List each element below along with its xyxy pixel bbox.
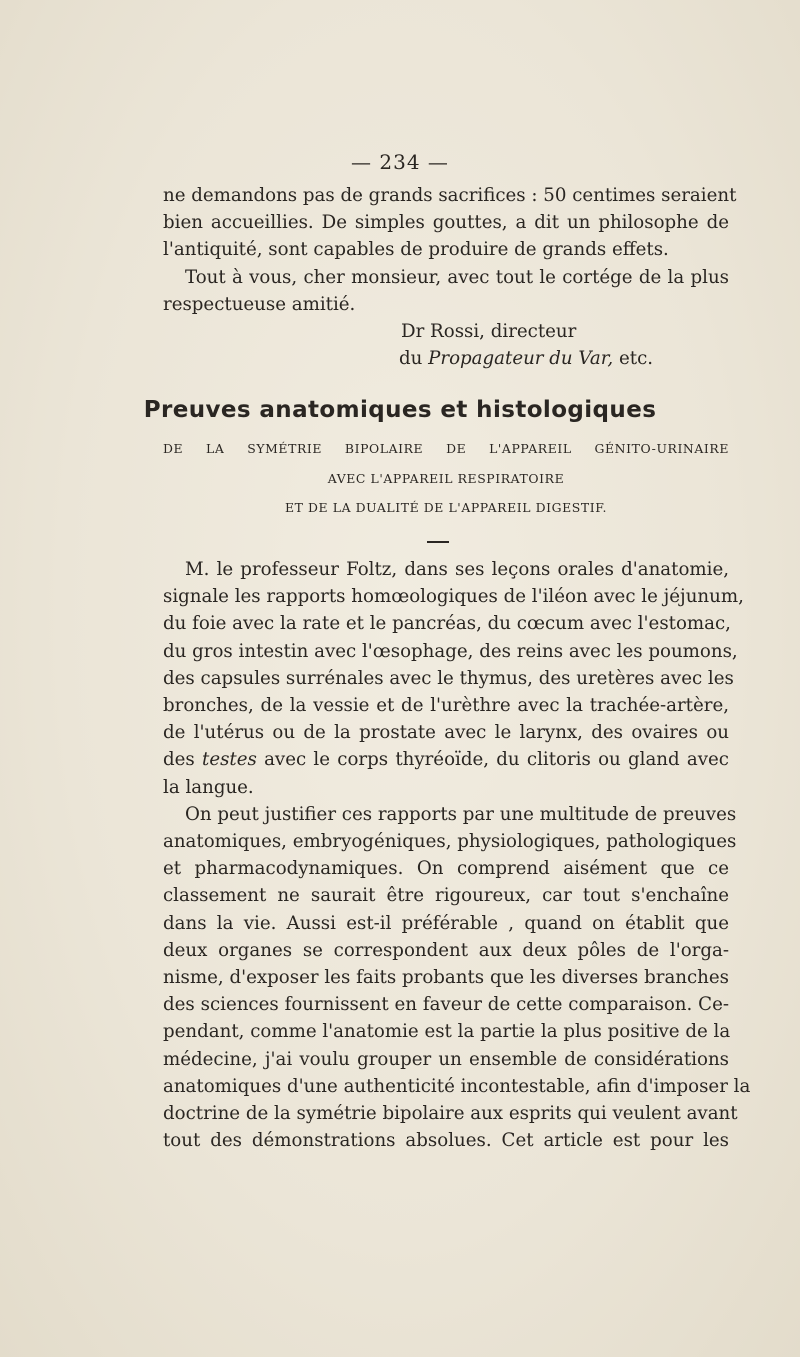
section-subtitle-line: DE LA SYMÉTRIE BIPOLAIRE DE L'APPAREIL GÉNITO-URINAIRE — [163, 441, 729, 456]
text-line: ne demandons pas de grands sacrifices : 50 centimes seraient — [163, 185, 737, 206]
text-line: bronches, de la vessie et de l'urèthre avec la trachée-artère, — [163, 695, 729, 717]
text-line: dans la vie. Aussi est-il préférable , quand on établit que — [163, 912, 729, 934]
section-title: Preuves anatomiques et histologiques — [143, 397, 657, 423]
text-line: M. le professeur Foltz, dans ses leçons orales d'anatomie, — [185, 559, 729, 580]
text-line: Tout à vous, cher monsieur, avec tout le cortége de la plus — [185, 266, 729, 288]
text-line: bien accueillies. De simples gouttes, a dit un philosophe de — [163, 212, 729, 234]
section-subtitle-line: ET DE LA DUALITÉ DE L'APPAREIL DIGESTIF. — [284, 500, 608, 515]
text-line: respectueuse amitié. — [163, 293, 356, 315]
text-line: du gros intestin avec l'œsophage, des reins avec les poumons, — [163, 640, 738, 662]
signature-journal: Propagateur du Var, — [428, 348, 614, 370]
text-line: anatomiques, embryogéniques, physiologiques, pathologiques — [163, 831, 737, 853]
signature-prefix: du — [399, 348, 423, 370]
text-line: médecine, j'ai voulu grouper un ensemble de considérations — [163, 1048, 729, 1070]
text-line: signale les rapports homœologiques de l'iléon avec le jéjunum, — [163, 586, 744, 608]
signature-name-text: Dr Rossi, directeur — [401, 321, 577, 343]
letter-text — [163, 182, 737, 372]
text-line: du foie avec la rate et le pancréas, du cœcum avec l'estomac, — [163, 613, 731, 635]
section-divider — [427, 541, 449, 543]
italic-word: testes — [202, 749, 257, 771]
signature-name — [163, 318, 729, 345]
signature-organization — [163, 345, 729, 372]
text-line: deux organes se correspondent aux deux pôles de l'orga- — [163, 939, 729, 961]
text-fragment: des — [163, 749, 195, 771]
text-line: la langue. — [163, 776, 254, 798]
page-number: — 234 — — [351, 150, 449, 174]
text-line: nisme, d'exposer les faits probants que les diverses branches — [163, 967, 729, 989]
text-line: On peut justifier ces rapports par une multitude de preuves — [185, 803, 737, 825]
body-text — [163, 556, 751, 1154]
text-line: de l'utérus ou de la prostate avec le larynx, des ovaires ou — [163, 722, 729, 744]
text-line: anatomiques d'une authenticité incontestable, afin d'imposer la — [163, 1075, 751, 1097]
text-line: pendant, comme l'anatomie est la partie la plus positive de la — [163, 1021, 731, 1043]
text-line — [163, 746, 729, 773]
section-subtitle-line: AVEC L'APPAREIL RESPIRATOIRE — [327, 471, 565, 486]
text-line: classement ne saurait être rigoureux, car tout s'enchaîne — [163, 885, 729, 907]
signature-suffix: etc. — [619, 348, 654, 370]
text-line: tout des démonstrations absolues. Cet article est pour les — [163, 1130, 729, 1152]
text-fragment: avec le corps thyréoïde, du clitoris ou gland avec — [264, 749, 729, 771]
text-line: des sciences fournissent en faveur de cette comparaison. Ce- — [163, 994, 729, 1016]
text-line: l'antiquité, sont capables de produire de grands effets. — [163, 239, 669, 261]
text-line: des capsules surrénales avec le thymus, des uretères avec les — [163, 667, 734, 689]
text-line: doctrine de la symétrie bipolaire aux esprits qui veulent avant — [163, 1103, 738, 1125]
text-line: et pharmacodynamiques. On comprend aisément que ce — [163, 858, 729, 880]
